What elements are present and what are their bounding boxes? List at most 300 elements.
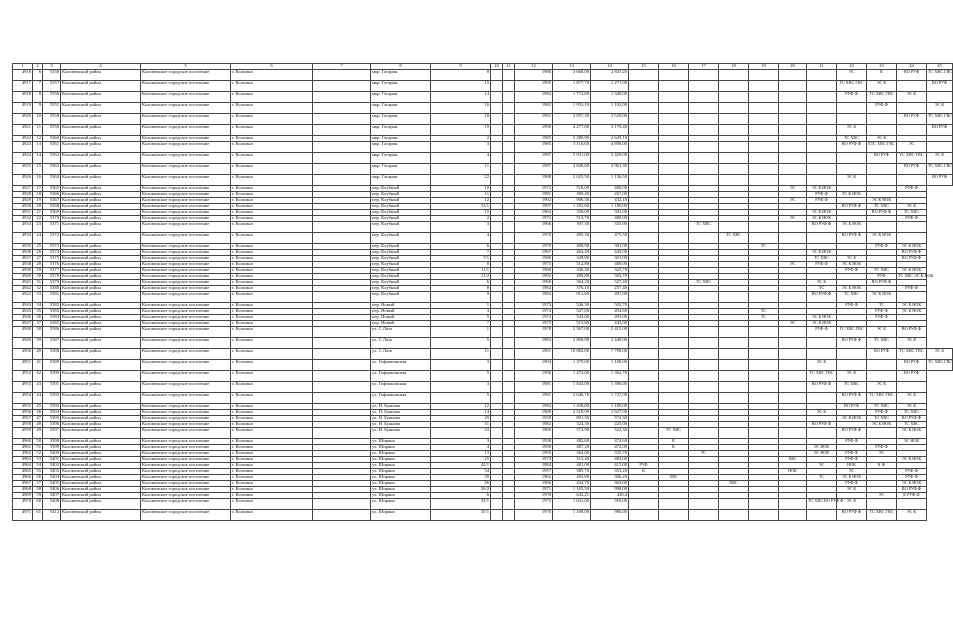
table-cell: 358,00 (553, 210, 591, 216)
table-cell: 3 (431, 382, 491, 393)
table-cell: 5357 (43, 81, 61, 92)
table-cell: пер. Клубный (371, 286, 431, 292)
table-cell: РУФ Ф (837, 303, 867, 309)
table-cell: 385,70 (553, 469, 591, 475)
table-cell: ВО РУФ (927, 175, 953, 186)
table-cell (689, 103, 719, 114)
table-cell: 4963 (13, 457, 33, 463)
table-cell (503, 114, 515, 125)
table-cell: 1969 (515, 268, 553, 274)
table-cell (779, 393, 807, 404)
table-cell: Коломенский район (61, 404, 141, 410)
table-cell: 1 100,00 (591, 360, 629, 371)
table-cell: ул. Ширяна (371, 439, 431, 445)
table-cell (749, 103, 779, 114)
table-cell (779, 327, 807, 338)
table-cell: ТС К НОК (837, 192, 867, 198)
table-cell: ЭС К НОК (897, 428, 927, 439)
table-cell: 1960 (515, 428, 553, 439)
table-cell: г. Коломна (231, 315, 313, 321)
table-cell: 4 898,00 (591, 142, 629, 153)
table-cell (719, 371, 749, 382)
table-cell (749, 114, 779, 125)
table-cell: г. Коломна (231, 198, 313, 204)
table-cell: ТС (689, 451, 719, 457)
table-cell: 33 (33, 292, 43, 303)
column-number-cell: 15 (629, 64, 659, 70)
table-cell: ул. Ширяна (371, 487, 431, 493)
table-cell: 515,80 (553, 321, 591, 327)
table-cell: Коломенское городское поселение (141, 360, 231, 371)
table-cell: 480,00 (591, 186, 629, 192)
table-cell: ул. Н. Буянова (371, 422, 431, 428)
table-cell: ТС ХВС (837, 382, 867, 393)
table-cell: ЭС (897, 142, 927, 153)
table-cell: 4942 (13, 286, 33, 292)
table-cell (779, 349, 807, 360)
table-cell: 325,70 (591, 268, 629, 274)
table-row (13, 125, 953, 136)
table-cell (689, 164, 719, 175)
table-cell (867, 428, 897, 439)
table-cell: 1980 (515, 70, 553, 81)
table-cell: ТС (807, 475, 837, 481)
table-cell: 959,00 (591, 499, 629, 510)
table-cell: 27 (33, 256, 43, 262)
table-cell: Коломенское городское поселение (141, 445, 231, 451)
table-cell: Коломенский район (61, 382, 141, 393)
table-cell: 225,00 (591, 422, 629, 428)
table-cell: г. Коломна (231, 422, 313, 428)
table-cell (629, 349, 659, 360)
table-cell: Коломенское городское поселение (141, 463, 231, 469)
table-cell (719, 125, 749, 136)
table-cell (629, 81, 659, 92)
table-cell: 546,30 (553, 303, 591, 309)
table-cell: г. Коломна (231, 210, 313, 216)
table-cell: 4945 (13, 309, 33, 315)
table-cell: 1970 (515, 244, 553, 250)
table-cell: 1981 (515, 382, 553, 393)
table-cell: ЭС К (927, 349, 953, 360)
table-cell: ЭС К НОК (837, 416, 867, 422)
table-cell: 518,00 (553, 186, 591, 192)
table-cell: 61 (33, 510, 43, 521)
table-cell: Коломенский район (61, 371, 141, 382)
table-cell (689, 393, 719, 404)
table-cell: 5383 (43, 309, 61, 315)
table-cell: пер. Клубный (371, 274, 431, 280)
table-cell: 432,10 (591, 198, 629, 204)
table-cell: 52 (33, 451, 43, 457)
table-cell: ТС (749, 315, 779, 321)
table-cell: 15 (431, 81, 491, 92)
table-cell (897, 222, 927, 233)
table-cell: Коломенский район (61, 125, 141, 136)
table-cell: ул. Н. Буянова (371, 428, 431, 439)
table-cell: г. Коломна (231, 510, 313, 521)
table-cell: 1981 (515, 192, 553, 198)
table-cell: ЭС К НОК (837, 262, 867, 268)
table-cell: Коломенский район (61, 463, 141, 469)
table-cell: 7 (431, 250, 491, 256)
table-row (13, 292, 953, 303)
table-cell: г. Коломна (231, 222, 313, 233)
table-cell (313, 142, 371, 153)
table-cell (689, 510, 719, 521)
table-cell: 5350 (43, 125, 61, 136)
table-cell: пер. Новый (371, 309, 431, 315)
table-cell: Коломенский район (61, 428, 141, 439)
table-cell (837, 114, 867, 125)
table-cell: 363,00 (591, 481, 629, 487)
table-cell: пер. Клубный (371, 292, 431, 303)
table-cell: ЭС (779, 321, 807, 327)
table-cell: ВО РУФ (867, 153, 897, 164)
table-cell: РУФ Ф (837, 481, 867, 487)
table-cell (503, 153, 515, 164)
table-cell: пер. Клубный (371, 186, 431, 192)
table-cell (503, 428, 515, 439)
table-cell: 25 (33, 244, 43, 250)
table-cell: 56/2 (431, 487, 491, 493)
table-cell: 6 (431, 493, 491, 499)
column-number-cell: 23 (867, 64, 897, 70)
table-cell (867, 499, 897, 510)
table-cell: Коломенский район (61, 475, 141, 481)
table-cell: 5 280,90 (553, 136, 591, 142)
table-cell (313, 175, 371, 186)
table-cell: ТС ХВС ГВС (867, 92, 897, 103)
registry-table-body (13, 64, 953, 521)
table-cell: Коломенское городское поселение (141, 216, 231, 222)
table-cell: 1 827,00 (591, 410, 629, 416)
table-cell: РУФ Ф (897, 216, 927, 222)
table-cell: 494,60 (591, 309, 629, 315)
table-cell: ВО РУФ (897, 360, 927, 371)
table-cell: ул. Гофмановская (371, 382, 431, 393)
table-cell: Коломенское городское поселение (141, 103, 231, 114)
table-cell: Коломенский район (61, 81, 141, 92)
table-cell: 1 843,00 (553, 382, 591, 393)
table-cell: 46 (431, 481, 491, 487)
table-cell: г. Коломна (231, 481, 313, 487)
table-cell (719, 70, 749, 81)
table-cell (867, 360, 897, 371)
table-cell (719, 393, 749, 404)
table-cell: 1995 (515, 81, 553, 92)
table-cell: г. Коломна (231, 428, 313, 439)
table-cell: 5389 (43, 360, 61, 371)
table-cell (779, 499, 807, 510)
table-cell: Коломенский район (61, 280, 141, 286)
table-cell (659, 349, 689, 360)
table-row (13, 114, 953, 125)
table-cell: 1991 (515, 349, 553, 360)
table-cell: 475,50 (591, 233, 629, 244)
table-cell: 3 170,40 (591, 125, 629, 136)
table-cell: 4924 (13, 153, 33, 164)
table-cell: ТС ХВС ГВС (867, 393, 897, 404)
column-number-cell: 11 (503, 64, 515, 70)
table-cell: мкр. Гагарин (371, 164, 431, 175)
table-cell: 5395 (43, 416, 61, 422)
table-row (13, 382, 953, 393)
table-cell: 13/1 (431, 204, 491, 210)
table-cell: 1990 (515, 125, 553, 136)
table-cell: пер. Клубный (371, 256, 431, 262)
table-cell (749, 125, 779, 136)
table-cell: ЭС К НОК (897, 303, 927, 309)
table-cell: ТС ХВС (659, 428, 689, 439)
table-cell: 4927 (13, 186, 33, 192)
table-cell (659, 92, 689, 103)
table-cell: 1 727,00 (591, 393, 629, 404)
table-cell: Коломенское городское поселение (141, 292, 231, 303)
table-cell: К (659, 445, 689, 451)
table-cell: ЭС К НОК (897, 268, 927, 274)
table-cell: РУФ Ф (867, 315, 897, 321)
table-cell: ВО РУФ (897, 164, 927, 175)
table-cell: К (867, 70, 897, 81)
table-cell: Коломенское городское поселение (141, 327, 231, 338)
table-cell: Коломенский район (61, 210, 141, 216)
table-cell: Коломенский район (61, 192, 141, 198)
table-cell: 4943 (13, 292, 33, 303)
table-cell: 1 379,00 (553, 360, 591, 371)
table-cell: 5380 (43, 286, 61, 292)
table-cell: пер. Клубный (371, 262, 431, 268)
table-cell: ТС ХВС (867, 268, 897, 274)
table-cell: 57 (33, 481, 43, 487)
table-cell: 2 046,76 (553, 393, 591, 404)
table-cell (897, 103, 927, 114)
table-cell: ВО РУФ Ф (897, 487, 927, 493)
table-cell: ТС ХВС (897, 410, 927, 416)
table-cell: 1 (431, 327, 491, 338)
table-cell: 2 (431, 216, 491, 222)
table-cell: 5362 (43, 153, 61, 164)
table-cell: 1 396,00 (591, 382, 629, 393)
table-cell (503, 371, 515, 382)
table-cell: Коломенское городское поселение (141, 487, 231, 493)
table-cell: 1 953,10 (553, 103, 591, 114)
table-cell: 5371 (43, 222, 61, 233)
table-cell: Коломенский район (61, 70, 141, 81)
table-cell: ЭС К (897, 204, 927, 210)
table-cell: 480,00 (591, 262, 629, 268)
table-cell: 29 (33, 268, 43, 274)
table-cell: 1 180,00 (591, 404, 629, 410)
table-cell: г. Коломна (231, 321, 313, 327)
table-cell: Коломенский район (61, 92, 141, 103)
table-cell (503, 510, 515, 521)
table-cell: Коломенское городское поселение (141, 192, 231, 198)
table-cell: ЭС К (837, 125, 867, 136)
table-cell: 1 271,90 (591, 81, 629, 92)
table-cell: 4964 (13, 463, 33, 469)
table-cell (491, 142, 503, 153)
table-cell: 5385 (43, 321, 61, 327)
table-row (13, 371, 953, 382)
table-cell: ВО РУФ Ф (837, 233, 867, 244)
table-cell: ЭС К НОК (807, 315, 837, 321)
table-cell (897, 125, 927, 136)
table-cell (837, 360, 867, 371)
table-cell: 3 (431, 142, 491, 153)
table-cell: 25 (431, 457, 491, 463)
table-cell (491, 153, 503, 164)
table-row (13, 142, 953, 153)
table-cell: ЭС НОК (807, 451, 837, 457)
table-cell: 3 (431, 222, 491, 233)
table-cell: 39 (33, 338, 43, 349)
table-cell: 54 (33, 463, 43, 469)
column-number-cell: 16 (659, 64, 689, 70)
table-cell: ТС ХВС ГВС (897, 153, 927, 164)
table-cell (689, 114, 719, 125)
table-cell: 3 429,00 (591, 153, 629, 164)
table-cell (659, 114, 689, 125)
table-cell: 4967 (13, 481, 33, 487)
table-cell: 5366 (43, 192, 61, 198)
table-cell (313, 393, 371, 404)
table-cell: 4950 (13, 349, 33, 360)
table-cell: 34 (33, 303, 43, 309)
table-cell: 26 (33, 250, 43, 256)
table-cell: ЭС (867, 493, 897, 499)
table-cell (807, 103, 837, 114)
table-cell: Коломенский район (61, 204, 141, 210)
column-number-cell: 6 (231, 64, 313, 70)
column-number-cell: 20 (779, 64, 807, 70)
table-cell: 5390 (43, 371, 61, 382)
table-cell: Коломенский район (61, 142, 141, 153)
registry-table-sheet (12, 63, 953, 608)
table-cell: 39 (431, 475, 491, 481)
table-cell (629, 222, 659, 233)
table-cell: 1 340,00 (591, 92, 629, 103)
table-cell: 257,40 (591, 286, 629, 292)
column-number-cell: 5 (141, 64, 231, 70)
table-cell (313, 338, 371, 349)
table-cell (807, 70, 837, 81)
table-cell: 5399 (43, 445, 61, 451)
table-cell: мкр. Гагарин (371, 136, 431, 142)
table-cell (629, 153, 659, 164)
table-cell: ЭС К НОК (807, 250, 837, 256)
table-row (13, 360, 953, 371)
table-cell: г. Коломна (231, 164, 313, 175)
table-row (13, 499, 953, 510)
table-cell: РУФ (629, 463, 659, 469)
table-cell: 4928 (13, 192, 33, 198)
table-cell: Коломенский район (61, 309, 141, 315)
table-cell: 4 (431, 445, 491, 451)
table-cell: 22 (33, 216, 43, 222)
table-cell: РУФ Ф (807, 262, 837, 268)
table-cell: ул. Н. Буянова (371, 404, 431, 410)
table-cell (807, 349, 837, 360)
table-row (13, 164, 953, 175)
table-cell: Коломенское городское поселение (141, 186, 231, 192)
table-cell (491, 292, 503, 303)
table-cell (689, 327, 719, 338)
table-cell (659, 327, 689, 338)
table-cell: Коломенское городское поселение (141, 475, 231, 481)
table-cell: 23 (33, 222, 43, 233)
table-cell: пер. Клубный (371, 222, 431, 233)
table-cell: 483,00 (591, 457, 629, 463)
table-cell (779, 360, 807, 371)
table-cell: РУФ Ф (897, 286, 927, 292)
table-cell: г. Коломна (231, 416, 313, 422)
table-cell (719, 81, 749, 92)
column-number-cell: 10 (491, 64, 503, 70)
table-cell: 24 (33, 233, 43, 244)
table-cell: ЭС К НОК (837, 222, 867, 233)
table-cell: 912,60 (553, 292, 591, 303)
table-cell: пер. Клубный (371, 280, 431, 286)
table-cell (779, 428, 807, 439)
table-cell: 11/2 (431, 274, 491, 280)
table-cell: К (659, 439, 689, 445)
table-cell: ВО РУФ (837, 404, 867, 410)
table-cell: 4922 (13, 136, 33, 142)
table-cell (779, 125, 807, 136)
table-cell: 409,90 (553, 244, 591, 250)
table-cell (719, 510, 749, 521)
table-cell: ТС ХВС ВО РУФ Ф (807, 499, 837, 510)
table-cell: 1939 (515, 416, 553, 422)
table-cell: г. Коломна (231, 457, 313, 463)
table-cell: ТС ХВС (689, 222, 719, 233)
column-number-cell: 18 (719, 64, 749, 70)
table-cell (503, 393, 515, 404)
table-cell: 2 868,90 (553, 338, 591, 349)
table-cell: Коломенский район (61, 303, 141, 309)
table-cell (313, 164, 371, 175)
table-cell: ул. Ширяна (371, 445, 431, 451)
table-cell (313, 153, 371, 164)
table-cell: 4961 (13, 445, 33, 451)
column-number-cell: 7 (313, 64, 371, 70)
column-number-cell: 9 (431, 64, 491, 70)
table-cell: 4947 (13, 321, 33, 327)
table-cell: г. Коломна (231, 136, 313, 142)
table-cell: 5402 (43, 463, 61, 469)
table-cell: К РУФ Ф (897, 493, 927, 499)
table-cell: 43 (33, 382, 43, 393)
table-cell (313, 103, 371, 114)
table-cell (491, 125, 503, 136)
table-cell (897, 382, 927, 393)
table-cell (313, 222, 371, 233)
table-cell: г. Коломна (231, 256, 313, 262)
table-cell (837, 103, 867, 114)
table-cell: ЭС К (807, 410, 837, 416)
table-row (13, 327, 953, 338)
table-cell: РУФ (867, 274, 897, 280)
table-cell (927, 142, 953, 153)
table-cell (659, 292, 689, 303)
registry-table (12, 63, 953, 521)
table-cell: Коломенский район (61, 268, 141, 274)
table-cell: ВО РУФ (867, 349, 897, 360)
table-cell: 5364 (43, 175, 61, 186)
table-cell: ЭС (779, 198, 807, 204)
column-number-cell: 21 (807, 64, 837, 70)
